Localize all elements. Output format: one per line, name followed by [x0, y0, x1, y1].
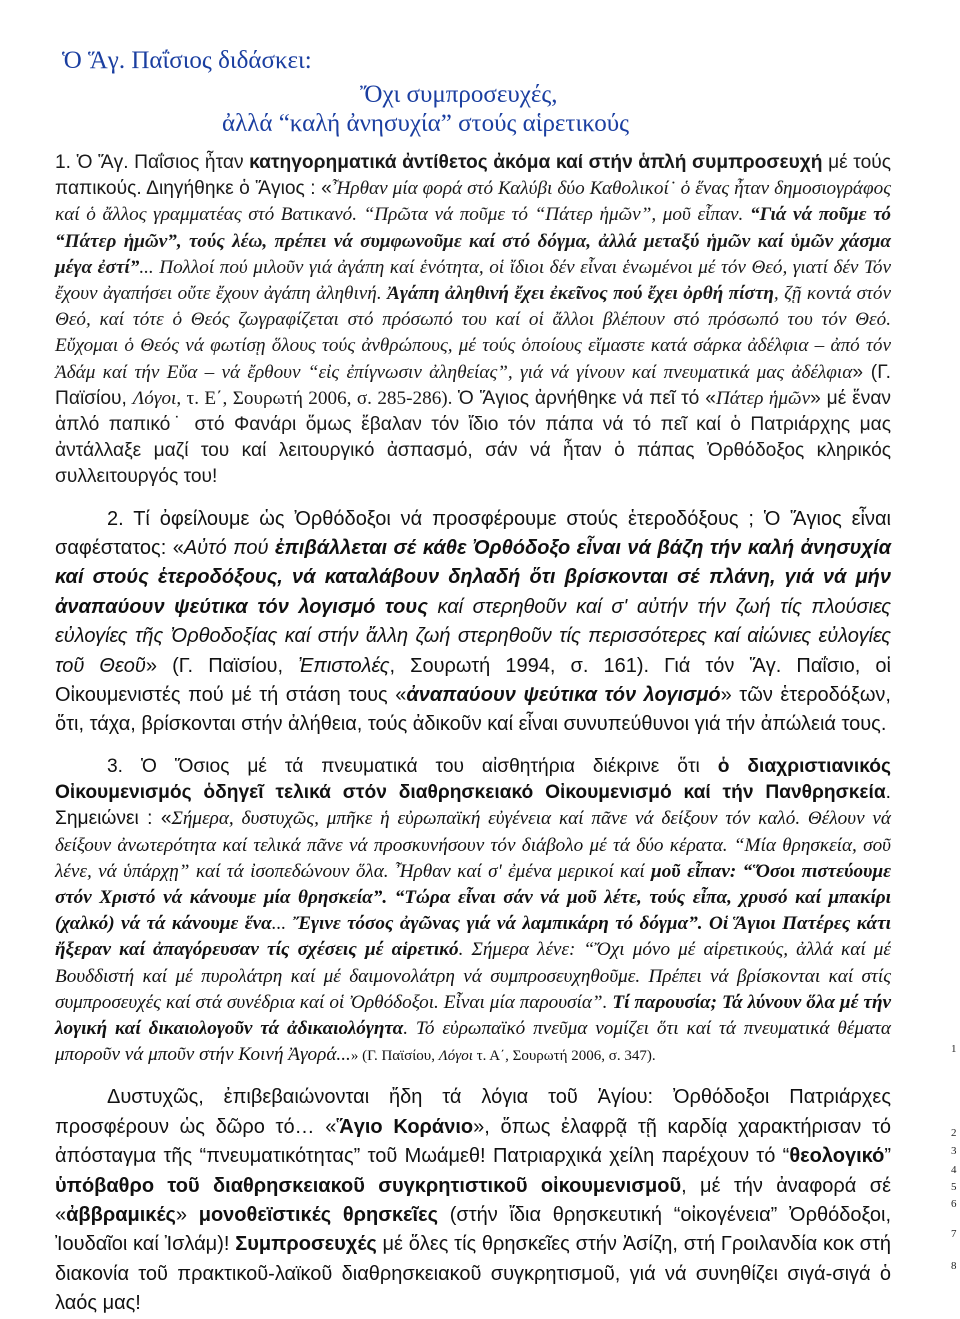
p1-quote: ... Πολλοί πού μιλοῦν γιά ἀγάπη καί ἑνότητα, οἱ ἴδιοι δέν εἶναι ἑνωμένοι μέ τόν Θεό, γιατί δέν Τόν ἔχουν ἀγαπήσει οὔτε ἔχουν ἀγάπη ἀληθινή. — [55, 256, 891, 305]
p2-text: Γιά τόν Ἅγ. Παΐσιο, οἱ Οἰκουμενιστές πού μέ τή στάση τους « — [55, 654, 891, 707]
p1-text: Ὁ Ἅγιος ἀρνήθηκε νά πεῖ τό « — [457, 387, 716, 409]
paragraph-4 — [55, 1083, 891, 1318]
p4-emphasis: ὑπόβαθρο τοῦ διαθρησκειακοῦ συγκρητιστικοῦ οἰκουμενισμοῦ — [55, 1174, 682, 1197]
p4-text: », ὅπως ἐλαφρᾷ τῇ καρδίᾳ χαρακτήρισαν τό ἀπόσταγμα τῆς “πνευματικότητας” τοῦ Μωάμεθ! Πατριαρχικά χείλη παρέχουν τό “ — [55, 1115, 892, 1168]
p1-quote: Εὔχομαι ὁ Θεός νά φωτίσῃ ὅλους τούς ἀνθρώπους, μέ τούς ὁποίους εἴμαστε κατά σάρκα ἀδέλφια – ἀπό τόν Ἀδάμ καί τήν Εὔα – νά ἔρθουν “εἰς ἐπίγνωσιν ἀληθείας”, γιά νά γίνουν καί πνευματικά μας ἀδέλφια — [55, 335, 891, 383]
p4-emphasis: Συμπροσευχές — [235, 1233, 377, 1256]
p4-text: (στήν ἴδια θρησκευτική “οἰκογένεια” Ὀρθόδοξοι, Ἰουδαῖοι καί Ἰσλάμ)! — [55, 1203, 891, 1256]
p2-citation-title: Ἐπιστολές — [298, 654, 390, 677]
p3-quote: ... — [271, 913, 293, 935]
p1-text: 1. Ὁ Ἅγ. Παΐσιος ἦταν — [55, 152, 250, 173]
margin-number: 8 — [951, 1260, 957, 1272]
paragraph-2 — [55, 505, 891, 740]
p3-text: . Σημειώνει : « — [55, 782, 891, 830]
paragraph-1 — [55, 150, 891, 491]
p2-emphasis: ἀναπαύουν ψεύτικα τόν λογισμό — [406, 684, 721, 707]
p3-quote-bold: μοῦ εἶπαν: “Ὅσοι πιστεύουμε στόν Χριστό νά κάνουμε μία θρησκεία”. “Τώρα εἶναι σάν νά μοῦ λέτε, τούς εἶπα, χρυσό καί μπακίρι (χαλκό) νά τά κάνουμε ἕνα — [55, 860, 891, 935]
title-line-2: Ὄχι συμπροσευχές, — [360, 81, 558, 108]
p3-quote-bold: Τί παρουσία; Τά λύνουν ὅλα μέ τήν λογική καί δικαιολογοῦν τά ἀδικαιολόγητα — [55, 991, 891, 1039]
margin-number: 2 — [951, 1127, 957, 1139]
p2-quote: Αὐτό πού — [183, 537, 275, 560]
margin-number: 5 — [951, 1181, 957, 1193]
p2-citation: , Σουρωτή 1994, σ. 161). — [389, 654, 665, 677]
p2-text: » τῶν ἑτεροδόξων, ὅτι, τάχα, βρίσκονται στήν ἀλήθεια, τούς ἀδικοῦν καί εἶναι συνυπεύθυνοι γιά τήν ἀπώλειά τους. — [55, 684, 891, 736]
p1-text: » μέ ἕναν ἁπλό παπικό˙ στό Φανάρι ὅμως ἔβαλαν τόν ἴδιο τόν πάπα νά τό πεῖ καί ὁ Πατριάρχης μας ἀντάλλαξε μαζί του καί λειτουργικό ἀσπασμό, σάν νά ἦταν ὁ πάπας Ὀρθόδοξος κληρικός συλλειτουργός του! — [55, 387, 892, 488]
article-body — [55, 150, 891, 1319]
p1-citation: » (Γ. Παϊσίου, — [55, 361, 891, 409]
p4-emphasis: θεολογικό — [789, 1145, 885, 1168]
title-line-1: Ὁ Ἅγ. Παΐσιος διδάσκει: — [62, 47, 312, 74]
p2-text: 2. Τί ὀφείλουμε ὡς Ὀρθόδοξοι νά προσφέρουμε στούς ἑτεροδόξους ; Ὁ Ἅγιος εἶναι σαφέστατος: « — [55, 507, 891, 560]
margin-number: 4 — [951, 1164, 957, 1176]
p2-citation: » (Γ. Παϊσίου, — [145, 654, 299, 677]
margin-number: 6 — [951, 1198, 957, 1210]
p3-citation-title: Λόγοι — [438, 1048, 473, 1065]
p3-text: 3. Ὁ Ὅσιος μέ τά πνευματικά του αἰσθητήρια διέκρινε ὅτι — [107, 755, 718, 777]
p4-text: , μέ τήν ἀναφορά σέ « — [55, 1174, 891, 1226]
p3-citation: τ. Α΄, Σουρωτή 2006, σ. 347). — [472, 1048, 656, 1065]
p4-text: μέ ὅλες τίς θρησκεῖες στήν Ἀσίζη, στή Γροιλανδία κοκ στή διακονία τοῦ πρακτικοῦ-λαϊκοῦ διαθρησκειακοῦ συγκρητισμοῦ, γιά νά συνηθίζει σιγά-σιγά ὁ λαός μας! — [55, 1233, 892, 1315]
p3-citation: » (Γ. Παϊσίου, — [350, 1048, 439, 1065]
p4-text: Δυστυχῶς, ἐπιβεβαιώνονται ἤδη τά λόγια τοῦ Ἁγίου: Ὀρθόδοξοι Πατριάρχες προσφέρουν ὡς δῶρο τό… « — [55, 1086, 891, 1138]
p4-emphasis: Ἅγιο Κοράνιο — [336, 1115, 474, 1138]
p3-quote: Σήμερα, δυστυχῶς, μπῆκε ἡ εὐρωπαϊκή εὐγένεια καί πᾶνε νά δείξουν τόν καλό. Θέλουν νά δείξουν ἀνωτερότητα καί τελικά πᾶνε νά προσκυνήσουν τόν διάβολο μέ τά δύο κέρατα. “Μία θρησκεία, σοῦ λένε, νά ὑπάρχῃ” καί τά ἰσοπεδώνουν ὅλα. Ἦρθαν καί σ' ἐμένα μερικοί καί — [55, 808, 891, 882]
p1-quote: , ζῇ κοντά στόν Θεό, καί τότε ὁ Θεός ζωγραφίζεται στό πρόσωπό του καί οἱ ἄλλοι βλέπουν στό πρόσωπό του τόν Θεό. — [55, 283, 892, 331]
p1-quote-bold: Ἀγάπη ἀληθινή ἔχει ἐκεῖνος πού ἔχει ὀρθή πίστη — [387, 283, 774, 305]
p3-quote: . Τό εὐρωπαϊκό πνεῦμα νομίζει ὅτι καί τά πνευματικά θέματα μποροῦν νά μποῦν στήν Κοινή Ἀγορά... — [55, 1017, 891, 1066]
p2-quote: καί στερηθοῦν καί σ' αὐτήν τήν ζωή τίς πλούσιες εὐλογίες τῆς Ὀρθοδοξίας καί στήν ἄλλη ζωή στερηθοῦν τίς περισσότερες καί αἰώνιες εὐλογίες τοῦ Θεοῦ — [55, 595, 891, 677]
p1-text: μέ τούς παπικούς. Διηγήθηκε ὁ Ἅγιος : « — [55, 152, 891, 200]
p2-quote-bold: ἐπιβάλλεται σέ κάθε Ὀρθόδοξο εἶναι νά βάζη τήν καλή ἀνησυχία καί στούς ἑτεροδόξους, νά καταλάβουν δηλαδή ὅτι βρίσκονται σέ πλάνη, γιά νά μήν ἀναπαύουν ψεύτικα τόν λογισμό τους — [55, 537, 891, 618]
margin-number: 7 — [951, 1228, 957, 1240]
paragraph-3 — [55, 754, 891, 1069]
p3-quote: . Σήμερα λένε: “Ὄχι μόνο μέ αἱρετικούς, ἀλλά καί μέ Βουδδιστή καί μέ πυρολάτρη καί μέ δαιμονολάτρη νά συμπροσευχηθοῦμε. Πρέπει νά βρίσκονται καί στίς συμπροσευχές καί στά συνέδρια καί οἱ Ὀρθόδοξοι. Εἶναι μία παρουσία”. — [55, 939, 891, 1013]
p4-emphasis: μονοθεϊστικές θρησκεῖες — [198, 1203, 438, 1226]
p3-emphasis: ὁ διαχριστιανικός Οἰκουμενισμός ὁδηγεῖ τελικά στόν διαθρησκειακό Οἰκουμενισμό καί τήν Πανθρησκεία — [55, 755, 891, 804]
p4-text: ” — [884, 1145, 891, 1168]
p1-quote: Ἦρθαν μία φορά στό Καλύβι δύο Καθολικοί˙ ὁ ἕνας ἦταν δημοσιογράφος καί ὁ ἄλλος γραμματέας στό Βατικανό. “Πρῶτα νά ποῦμε τό “Πάτερ ἡμῶν”, μοῦ εἶπαν. — [55, 178, 891, 226]
p1-emphasis: κατηγορηματικά ἀντίθετος ἀκόμα καί στήν ἁπλή συμπροσευχή — [249, 152, 823, 173]
margin-number: 1 — [951, 1043, 957, 1055]
p1-citation: , τ. Ε΄, Σουρωτή 2006, σ. 285-286). — [176, 387, 458, 409]
p3-quote-bold: Ἔγινε τόσος ἀγῶνας γιά νά λαμπικάρη τό δόγμα”. Οἱ Ἅγιοι Πατέρες κάτι ἤξεραν καί ἀπαγόρευσαν τίς σχέσεις μέ αἱρετικό — [55, 913, 892, 961]
margin-number: 3 — [951, 1145, 957, 1157]
p1-prayer: Πάτερ ἡμῶν — [715, 387, 811, 409]
p1-citation-title: Λόγοι — [132, 387, 177, 409]
title-line-3: ἀλλά “καλή ἀνησυχία” στούς αἱρετικούς — [222, 110, 630, 137]
p1-quote-bold: “Γιά νά ποῦμε τό “Πάτερ ἡμῶν”, τούς λέω, πρέπει νά συμφωνοῦμε καί στό δόγμα, ἀλλά μεταξύ ἡμῶν καί ὑμῶν χάσμα μέγα ἐστί” — [55, 204, 891, 278]
p4-emphasis: ἀββραμικές — [66, 1203, 176, 1226]
p4-text: » — [175, 1203, 199, 1226]
